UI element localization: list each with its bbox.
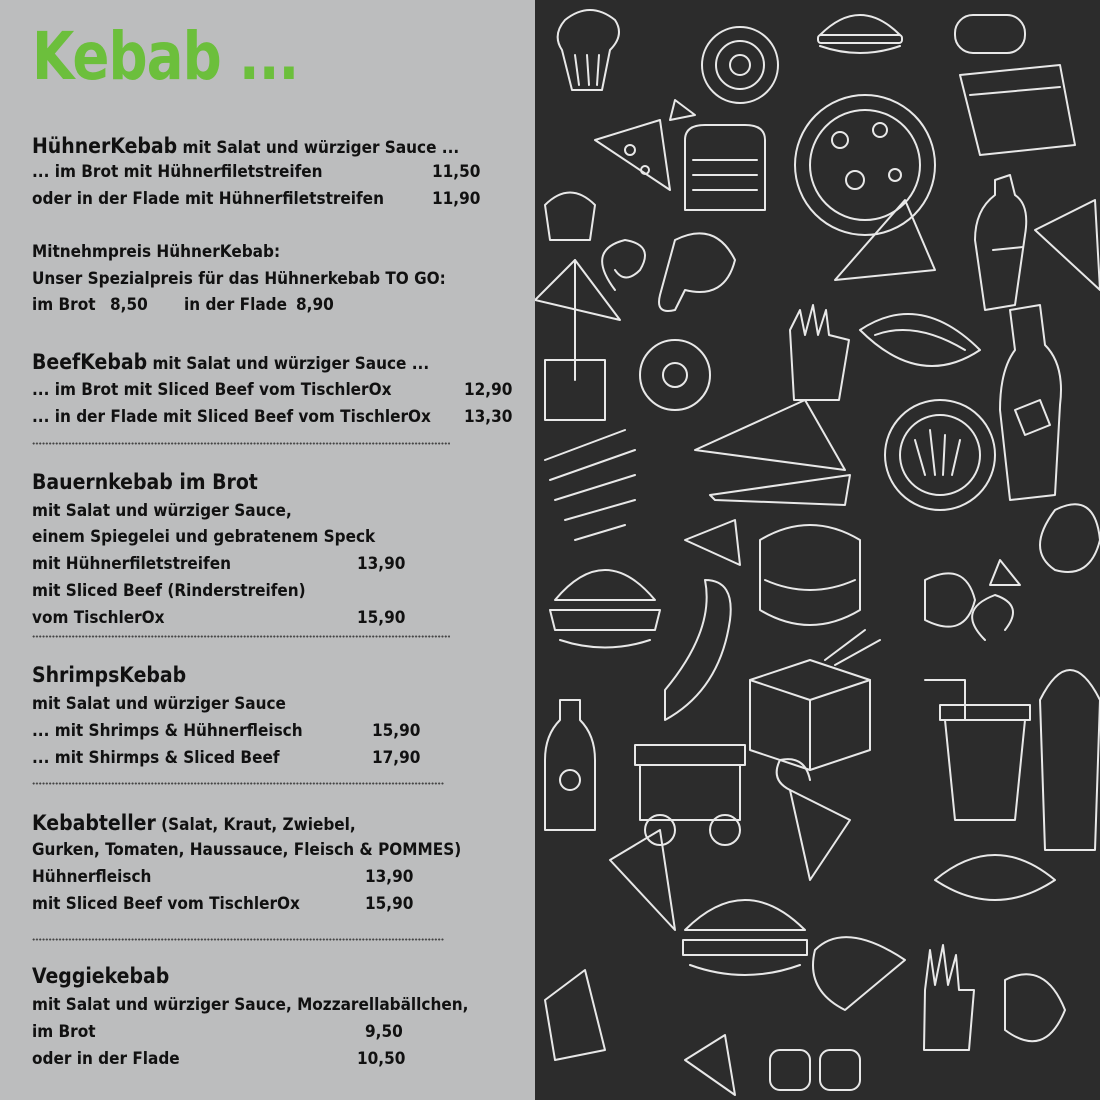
- menu-row-label: mit Sliced Beef vom TischlerOx: [32, 894, 300, 914]
- menu-row-label: ... in der Flade mit Sliced Beef vom TischlerOx: [32, 407, 431, 427]
- fries-icon: [924, 945, 974, 1050]
- muffin-icon: [545, 193, 595, 241]
- item-name: BeefKebab: [32, 350, 148, 374]
- togo-brot-label: im Brot: [32, 295, 96, 315]
- burrito-icon: [813, 937, 905, 1010]
- menu-row-price: 17,90: [372, 748, 421, 768]
- menu-row-label: ... im Brot mit Sliced Beef vom TischlerOx: [32, 380, 392, 400]
- item-name: HühnerKebab: [32, 134, 178, 158]
- bottle-icon: [975, 175, 1026, 310]
- sandwich-icon: [760, 525, 860, 625]
- item-description: mit Salat und würziger Sauce, Mozzarellabällchen,: [32, 995, 469, 1015]
- togo-brot-price: 8,50: [110, 295, 148, 315]
- menu-row-label: ... mit Shirmps & Sliced Beef: [32, 748, 280, 768]
- item-name: Kebabteller: [32, 811, 156, 835]
- fried-egg-icon: [1040, 504, 1100, 572]
- item-description: mit Salat und würziger Sauce ...: [182, 138, 460, 158]
- chips-icon: [990, 560, 1020, 585]
- dumpling-icon: [925, 573, 975, 626]
- menu-row-price: 11,90: [432, 189, 481, 209]
- food-cart-icon: [635, 745, 745, 845]
- menu-row-label: Hühnerfleisch: [32, 867, 152, 887]
- item-description: (Salat, Kraut, Zwiebel,: [161, 815, 356, 835]
- drumstick-icon: [659, 233, 735, 311]
- menu-row-price: 13,90: [357, 554, 406, 574]
- sandwich-icon: [960, 65, 1075, 155]
- burger-icon: [550, 570, 660, 648]
- toast-icon: [685, 125, 765, 210]
- fries-sticks-icon: [545, 430, 635, 540]
- swirl-icon: [602, 240, 645, 290]
- item-description: mit Salat und würziger Sauce ...: [152, 354, 430, 374]
- item-description: mit Salat und würziger Sauce,: [32, 501, 292, 521]
- menu-row-label: oder in der Flade mit Hühnerfiletstreifen: [32, 189, 384, 209]
- fries-icon: [790, 305, 849, 400]
- menu-row-price: 15,90: [365, 894, 414, 914]
- menu-row-label: mit Hühnerfiletstreifen: [32, 554, 231, 574]
- item-name: ShrimpsKebab: [32, 663, 187, 687]
- menu-row-price: 13,90: [365, 867, 414, 887]
- item-beefkebab-heading: [32, 352, 429, 373]
- coffee-cup-icon: [925, 680, 1030, 820]
- milkshake-icon: [1040, 670, 1100, 850]
- fries-plate-icon: [885, 400, 995, 510]
- item-description: Gurken, Tomaten, Haussauce, Fleisch & POMMES): [32, 840, 462, 860]
- sauce-bottle-icon: [1000, 305, 1061, 500]
- pizza-slice-icon: [685, 1035, 735, 1095]
- pizza-icon: [795, 95, 935, 235]
- chips-icon: [670, 100, 695, 120]
- takeaway-box-icon: [750, 630, 880, 770]
- menu-row-label: vom TischlerOx: [32, 608, 165, 628]
- item-description: mit Salat und würziger Sauce: [32, 694, 286, 714]
- pizza-slice-icon: [835, 200, 935, 280]
- hotdog-icon: [955, 15, 1025, 53]
- cookie-icon: [770, 1050, 860, 1090]
- menu-row-price: 11,50: [432, 162, 481, 182]
- menu-row-price: 10,50: [357, 1049, 406, 1069]
- item-name: Bauernkebab im Brot: [32, 470, 258, 494]
- pizza-slice-icon: [685, 520, 740, 565]
- item-description: einem Spiegelei und gebratenem Speck: [32, 527, 376, 547]
- item-huhnerkebab-heading: [32, 136, 459, 157]
- divider: [32, 780, 444, 786]
- menu-panel: [0, 0, 535, 1100]
- swirl-icon: [972, 595, 1013, 640]
- togo-line: Unser Spezialpreis für das Hühnerkebab TO GO:: [32, 269, 446, 289]
- menu-row-price: 15,90: [357, 608, 406, 628]
- divider: [32, 936, 444, 942]
- divider: [32, 633, 450, 639]
- sandwich-icon: [695, 400, 850, 505]
- chalkboard-food-illustration: [535, 0, 1100, 1100]
- menu-row-label: oder in der Flade: [32, 1049, 180, 1069]
- swirl-icon: [702, 27, 778, 103]
- menu-row-label: ... im Brot mit Hühnerfiletstreifen: [32, 162, 323, 182]
- togo-line: Mitnehmpreis HühnerKebab:: [32, 242, 281, 262]
- divider: [32, 440, 450, 446]
- burger-icon: [683, 900, 807, 975]
- togo-flade-label: in der Flade: [184, 295, 287, 315]
- taco-icon: [860, 314, 980, 366]
- donut-icon: [640, 340, 710, 410]
- pizza-slice-icon: [595, 120, 670, 190]
- page-title: Kebab ...: [32, 18, 299, 95]
- cheese-icon: [1035, 200, 1100, 290]
- cupcake-icon: [558, 10, 619, 90]
- soda-bottle-icon: [545, 700, 595, 830]
- menu-row-label: ... mit Shrimps & Hühnerfleisch: [32, 721, 303, 741]
- togo-flade-price: 8,90: [296, 295, 334, 315]
- item-description: mit Sliced Beef (Rinderstreifen): [32, 581, 306, 601]
- cake-slice-icon: [545, 970, 605, 1060]
- burger-icon: [818, 15, 902, 53]
- sausage-icon: [665, 580, 731, 720]
- menu-row-price: 12,90: [464, 380, 513, 400]
- taco-icon: [935, 855, 1055, 900]
- menu-row-price: 15,90: [372, 721, 421, 741]
- menu-row-price: 9,50: [365, 1022, 403, 1042]
- item-kebabteller-heading: [32, 813, 356, 834]
- menu-row-label: im Brot: [32, 1022, 96, 1042]
- item-name: Veggiekebab: [32, 964, 170, 988]
- ice-cream-cone-icon: [777, 759, 850, 880]
- dumpling-icon: [1005, 974, 1065, 1041]
- menu-row-price: 13,30: [464, 407, 513, 427]
